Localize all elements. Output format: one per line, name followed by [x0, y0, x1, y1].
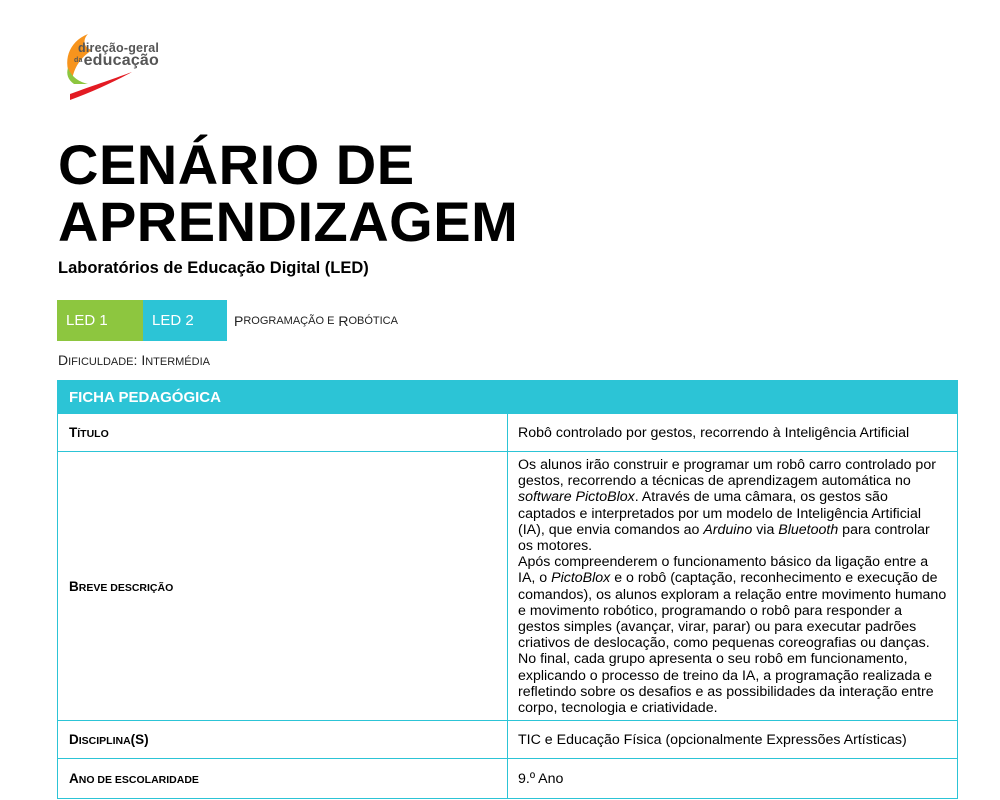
table-row	[58, 414, 958, 452]
label-initial: B	[69, 578, 79, 594]
logo-line-2-prefix: da	[74, 57, 83, 64]
table-header-row	[58, 381, 958, 414]
label-rest: ÍTULO	[77, 428, 109, 440]
area-label-r: R	[338, 312, 349, 329]
label-suffix: (S)	[130, 732, 149, 748]
led-2-tag: LED 2	[143, 300, 227, 341]
row-label-titulo	[58, 414, 508, 452]
ficha-pedagogica-table	[57, 380, 958, 799]
title-line-1: CENÁRIO DE	[58, 133, 415, 196]
desc-text: Os alunos irão construir e programar um robô carro controlado por gestos, recorrendo a técnicas de aprendizagem automática no	[518, 457, 936, 490]
row-value-titulo: Robô controlado por gestos, recorrendo à Inteligência Artificial	[508, 414, 958, 452]
logo-line-2	[74, 52, 159, 70]
row-label-descricao	[58, 452, 508, 721]
label-initial: A	[69, 771, 79, 787]
page-title	[58, 133, 519, 253]
row-value-ano: 9.º Ano	[508, 759, 958, 799]
desc-italic: Arduino	[703, 521, 753, 538]
desc-text: para controlar os motores.	[518, 521, 930, 555]
area-label-robotica: OBÓTICA	[348, 314, 398, 327]
label-initial: T	[69, 425, 78, 440]
desc-text: Após compreenderem o funcionamento básico da ligação entre a IA, o	[518, 554, 929, 587]
title-line-2: APRENDIZAGEM	[58, 190, 519, 253]
logo-line-2-text: educação	[83, 52, 159, 69]
desc-italic: software PictoBlox	[518, 489, 635, 506]
difficulty-label: DIFICULDADE: INTERMÉDIA	[58, 352, 210, 368]
area-label-p: P	[234, 312, 244, 329]
row-value-descricao	[508, 452, 958, 721]
desc-text: No final, cada grupo apresenta o seu robô em funcionamento, explicando o processo de treino da IA, a programação realizada e refletindo sobre os desafios e as possibilidades da interação entre corpo, tecnologia e criatividade.	[518, 651, 934, 717]
row-value-disciplinas: TIC e Educação Física (opcionalmente Expressões Artísticas)	[508, 721, 958, 759]
dge-logo	[58, 28, 198, 104]
desc-text: . Através de uma câmara, os gestos são captados e interpretados por um modelo de Inteligência Artificial (IA), que envia comandos ao	[518, 489, 921, 538]
label-rest: ISCIPLINA	[78, 735, 131, 748]
description-paragraph-1	[518, 457, 947, 554]
row-label-disciplinas	[58, 721, 508, 759]
label-rest: REVE DESCRIÇÃO	[78, 581, 174, 594]
desc-text: e o robô (captação, reconhecimento e execução de comandos), os alunos exploram a relação entre movimento humano e movimento robótico, programando o robô para responder a gestos simples (avançar, virar, parar) ou para executar padrões criativos de deslocação, como pequenas coreografias ou danças.	[518, 570, 947, 652]
desc-italic: PictoBlox	[551, 570, 611, 587]
description-paragraph-2	[518, 554, 947, 651]
desc-text: via	[752, 521, 779, 538]
area-label	[234, 300, 398, 341]
page-subtitle: Laboratórios de Educação Digital (LED)	[58, 259, 369, 277]
logo-line-1: direção-geral	[78, 41, 160, 55]
table-row	[58, 452, 958, 721]
difficulty-d: D	[58, 352, 69, 368]
area-label-programacao: ROGRAMAÇÃO E	[243, 314, 335, 327]
difficulty-word: IFICULDADE	[68, 356, 134, 368]
description-paragraph-3	[518, 651, 947, 716]
label-rest: NO DE ESCOLARIDADE	[78, 774, 199, 787]
table-row	[58, 759, 958, 799]
desc-italic: Bluetooth	[778, 521, 839, 538]
table-heading: FICHA PEDAGÓGICA	[58, 381, 958, 414]
led-1-tag: LED 1	[57, 300, 143, 341]
label-initial: D	[69, 732, 79, 748]
difficulty-i: I	[141, 352, 146, 368]
table-row	[58, 721, 958, 759]
row-label-ano	[58, 759, 508, 799]
difficulty-level: NTERMÉDIA	[145, 356, 210, 368]
